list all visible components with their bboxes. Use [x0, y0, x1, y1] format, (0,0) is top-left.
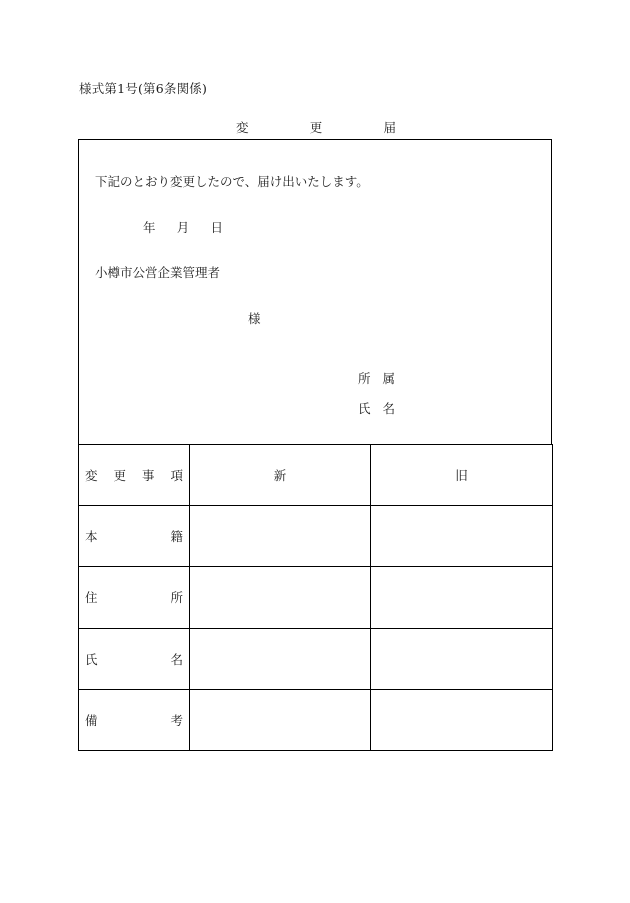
notice-statement: 下記のとおり変更したので、届け出いたします。	[95, 174, 369, 189]
form-number: 様式第1号(第6条関係)	[79, 81, 208, 96]
table-row	[79, 506, 553, 567]
old-value-cell[interactable]	[371, 567, 553, 628]
table-row	[79, 689, 553, 750]
name-char: 名	[382, 401, 395, 416]
addressee: 小樽市公営企業管理者	[95, 265, 221, 280]
header-item-char: 項	[170, 468, 183, 484]
row-label-char: 名	[170, 651, 183, 667]
row-label-char: 住	[85, 590, 98, 606]
title-char: 更	[309, 120, 323, 135]
row-label-cell	[79, 567, 190, 628]
header-old-cell: 旧	[371, 445, 553, 506]
row-label-char: 氏	[85, 651, 98, 667]
row-label-cell	[79, 506, 190, 567]
title-char: 届	[383, 120, 396, 135]
honorific: 様	[248, 311, 261, 326]
header-new-cell: 新	[190, 445, 371, 506]
row-label-cell	[79, 628, 190, 689]
name-label	[358, 399, 395, 417]
date-line	[143, 218, 223, 236]
header-item-cell	[79, 445, 190, 506]
row-label-cell	[79, 689, 190, 750]
new-value-cell[interactable]	[190, 506, 371, 567]
title-char: 変	[236, 120, 249, 135]
table-header-row	[79, 445, 553, 506]
affiliation-char: 属	[382, 371, 395, 386]
date-month-label: 月	[176, 220, 190, 235]
affiliation-label	[358, 369, 395, 387]
header-item-char: 変	[85, 468, 98, 484]
row-label-char: 籍	[170, 529, 183, 545]
header-item-char: 更	[113, 468, 126, 484]
document-title	[236, 118, 396, 136]
date-year-label: 年	[143, 220, 156, 235]
affiliation-char: 所	[358, 371, 371, 386]
row-label-char: 備	[85, 712, 98, 728]
name-char: 氏	[358, 401, 371, 416]
change-table	[78, 444, 553, 751]
table-row	[79, 567, 553, 628]
date-day-label: 日	[210, 220, 223, 235]
new-value-cell[interactable]	[190, 628, 371, 689]
row-label-char: 考	[170, 712, 183, 728]
row-label-char: 所	[170, 590, 183, 606]
table-row	[79, 628, 553, 689]
new-value-cell[interactable]	[190, 567, 371, 628]
old-value-cell[interactable]	[371, 506, 553, 567]
old-value-cell[interactable]	[371, 689, 553, 750]
new-value-cell[interactable]	[190, 689, 371, 750]
old-value-cell[interactable]	[371, 628, 553, 689]
row-label-char: 本	[85, 529, 98, 545]
header-item-char: 事	[141, 468, 155, 484]
